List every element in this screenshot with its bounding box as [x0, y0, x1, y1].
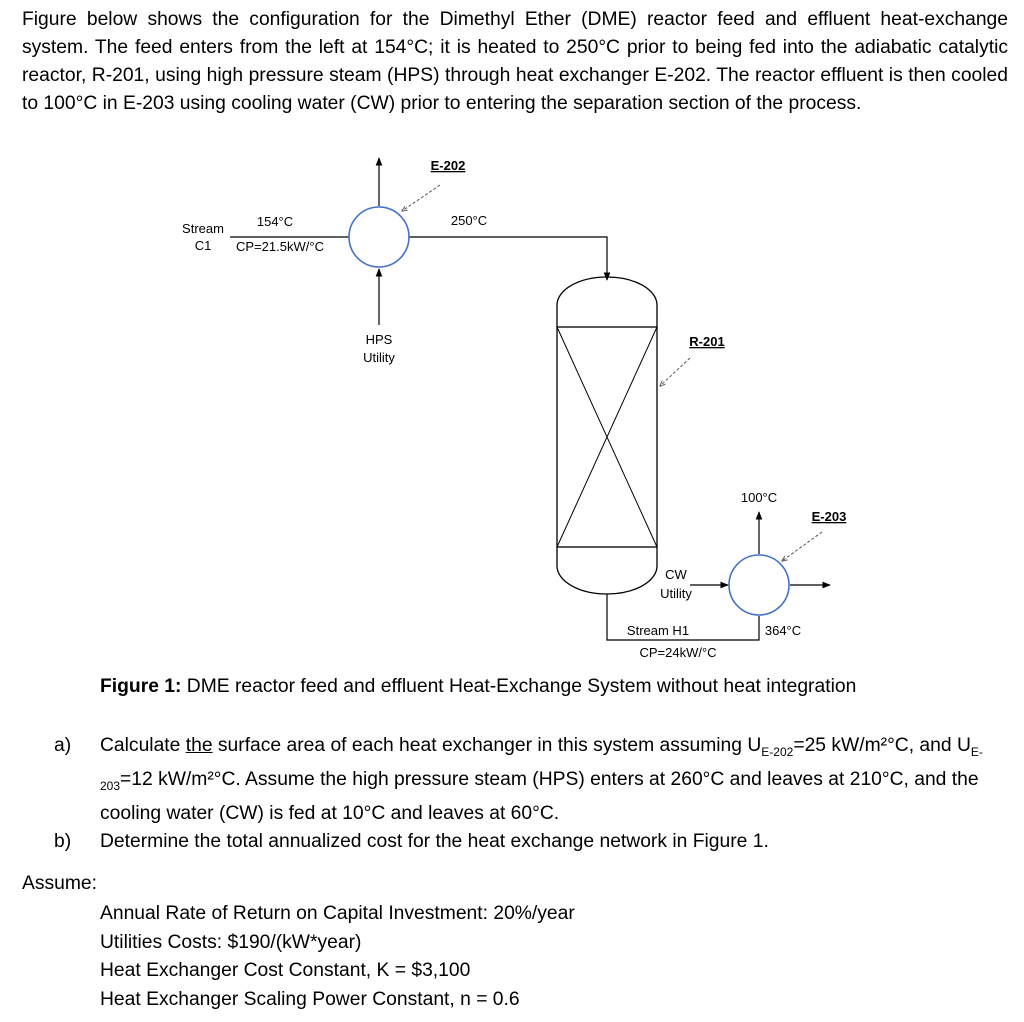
question-b-text: Determine the total annualized cost for the heat exchange network in Figure 1.: [100, 830, 769, 852]
c1-outlet-temp: 250°C: [450, 213, 488, 228]
question-a-sub1: E-202: [761, 744, 794, 759]
question-b-label: b): [54, 830, 72, 852]
question-a-part2: surface area of each heat exchanger in this system assuming U: [212, 735, 762, 756]
h1-cp: CP=24kW/°C: [639, 645, 717, 660]
stream-h1-label: Stream H1: [626, 623, 690, 638]
c1-cp: CP=21.5kW/°C: [236, 239, 324, 254]
assume-item-scaling-power: Heat Exchanger Scaling Power Constant, n = 0.6: [100, 988, 520, 1010]
c1-inlet-temp: 154°C: [256, 214, 294, 229]
hps-label-2: Utility: [363, 350, 395, 365]
e203-label: E-203: [811, 509, 847, 524]
figure-caption: [100, 676, 856, 698]
question-list: [54, 732, 1004, 856]
e202-exchanger: [349, 207, 409, 267]
stream-c1-to-reactor: [409, 237, 607, 280]
question-a-part4: =12 kW/m²°C. Assume the high pressure steam (HPS) enters at 260°C and leaves at 210°C, and the cooling water (CW) is fed at 10°C and leaves at 60°C.: [100, 768, 979, 824]
assume-item-cost-constant: Heat Exchanger Cost Constant, K = $3,100: [100, 960, 471, 981]
caption-label: Figure 1:: [100, 676, 182, 697]
question-a-part3: =25 kW/m²°C, and U: [793, 735, 971, 756]
stream-c1-label-2: C1: [194, 238, 212, 253]
assume-item-utilities: Utilities Costs: $190/(kW*year): [100, 931, 362, 953]
reactor-r201: [557, 277, 657, 594]
e203-leader: [782, 532, 822, 561]
question-a-label: a): [54, 735, 72, 756]
hps-label-1: HPS: [365, 332, 393, 347]
question-a-the: the: [185, 735, 213, 756]
question-a: [54, 732, 1004, 828]
intro-paragraph: Figure below shows the configuration for the Dimethyl Ether (DME) reactor feed and effluent heat-exchange system. The feed enters from the left at 154°C; it is heated to 250°C prior to being fed into the adiabatic catalytic reactor, R-201, using high pressure steam (HPS) through heat exchanger E-202. The reactor effluent is then cooled to 100°C in E-203 using cooling water (CW) prior to entering the separation section of the process.: [22, 9, 1008, 114]
r201-label: R-201: [689, 334, 725, 349]
assume-list: [100, 900, 575, 1014]
e202-label: E-202: [430, 158, 466, 173]
e203-exchanger: [729, 555, 789, 615]
question-a-part1: Calculate: [100, 735, 186, 756]
h1-inlet-temp: 364°C: [764, 623, 802, 638]
assume-heading: Assume:: [22, 873, 98, 894]
question-a-sub2: E-203: [100, 744, 983, 793]
stream-c1-label-1: Stream: [182, 221, 224, 236]
e202-leader: [402, 185, 440, 211]
h1-outlet-temp: 100°C: [740, 490, 778, 505]
question-b: [54, 828, 1004, 856]
caption-text: DME reactor feed and effluent Heat-Exchange System without heat integration: [181, 676, 857, 697]
assume-item-rate: Annual Rate of Return on Capital Investment: 20%/year: [100, 903, 575, 924]
r201-leader: [660, 358, 690, 386]
cw-label-2: Utility: [660, 586, 692, 601]
cw-label-1: CW: [665, 567, 687, 582]
